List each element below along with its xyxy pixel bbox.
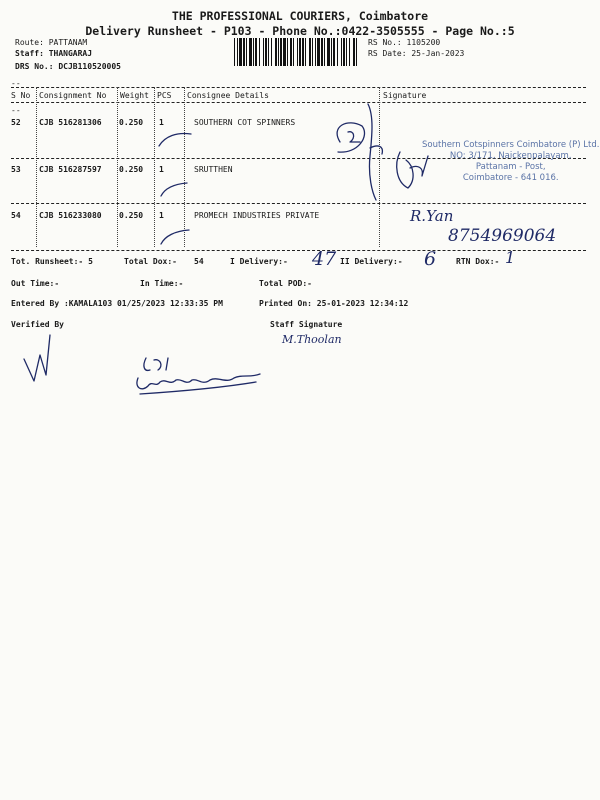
rtn-dox-label: RTN Dox:- [456,257,500,266]
staff-signature-hand: M.Thoolan [282,333,342,346]
printed-on: Printed On: 25-01-2023 12:34:12 [259,299,409,308]
tick-mark [155,225,195,247]
row-sno: 54 [11,211,21,220]
tick-mark [155,128,195,150]
row-weight: 0.250 [119,165,144,174]
row-pcs: 1 [159,211,164,220]
top-mark: -- [11,79,21,88]
stamp-line: Southern Cotspinners Coimbatore (P) Ltd. [422,140,600,150]
row-consignee: SRUTTHEN [194,165,233,174]
row-sno: 52 [11,118,21,127]
verified-by-label: Verified By [11,320,64,329]
total-runsheet: Tot. Runsheet:- 5 [11,257,93,266]
receiver-phone-hand: 8754969064 [448,226,557,246]
ii-delivery-label: II Delivery:- [340,257,403,266]
tick-mark [155,178,195,200]
rtn-dox-hand: 1 [505,248,516,267]
verifier-initials [130,352,270,402]
separator [11,87,586,88]
row-mark: -- [11,106,21,115]
row-consignment: CJB 516233080 [39,211,102,220]
row-sno: 53 [11,165,21,174]
row-separator [11,250,586,251]
row-weight: 0.250 [119,118,144,127]
company-title: THE PROFESSIONAL COURIERS, Coimbatore [171,9,429,23]
receiver-name-hand: R.Yan [410,207,454,225]
row-consignee: PROMECH INDUSTRIES PRIVATE [194,211,320,220]
row-pcs: 1 [159,165,164,174]
row-consignee: SOUTHERN COT SPINNERS [194,118,296,127]
column-rule [154,87,155,247]
col-consignee: Consignee Details [187,91,269,100]
row-consignment: CJB 516281306 [39,118,102,127]
staff-signature-label: Staff Signature [270,320,343,329]
drs-number: DRS No.: DCJB110520005 [15,62,121,71]
row-pcs: 1 [159,118,164,127]
column-rule [117,87,118,247]
column-rule [36,87,37,247]
i-delivery-label: I Delivery:- [230,257,288,266]
col-signature: Signature [383,91,427,100]
staff-label: Staff: THANGARAJ [15,49,93,58]
receiver-signature [318,96,458,206]
i-delivery-hand: 47 [312,248,337,270]
entered-by: Entered By :KAMALA103 01/25/2023 12:33:35 PM [11,299,223,308]
col-sno: S No [11,91,31,100]
runsheet-subtitle: Delivery Runsheet - P103 - Phone No.:0422-3505555 - Page No.:5 [85,24,515,38]
stamp-line: Pattanam - Post, [475,162,546,172]
in-time: In Time:- [140,279,184,288]
col-consignment: Consignment No [39,91,107,100]
column-rule [184,87,185,247]
total-pod: Total POD:- [259,279,312,288]
separator [11,102,586,103]
col-weight: Weight [120,91,149,100]
row-consignment: CJB 516287597 [39,165,102,174]
col-pcs: PCS [157,91,172,100]
stamp-line: NO: 3/171, Naickenpalayam, [449,151,572,161]
row-separator [11,203,586,204]
barcode [233,38,360,66]
ii-delivery-hand: 6 [424,248,437,270]
total-dox-label: Total Dox:- [124,257,177,266]
rs-number: RS No.: 1105200 [368,38,441,47]
route-label: Route: PATTANAM [15,38,88,47]
total-dox-value: 54 [194,257,204,266]
rs-date: RS Date: 25-Jan-2023 [368,49,465,58]
stamp-line: Coimbatore - 641 016. [462,173,559,183]
verifier-signature [18,325,58,385]
out-time: Out Time:- [11,279,60,288]
row-weight: 0.250 [119,211,144,220]
